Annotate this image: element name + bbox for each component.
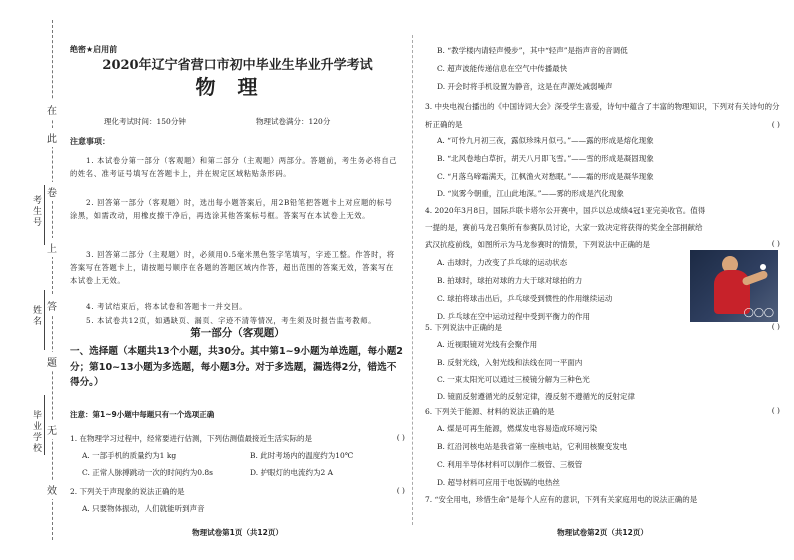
- seal-char: 题: [47, 352, 57, 371]
- answer-paren: ( ): [771, 322, 780, 331]
- secret-mark: 绝密★启用前: [70, 45, 118, 54]
- subject-title: 物理: [195, 75, 280, 99]
- candidate-number-label: 考生号: [31, 195, 41, 228]
- notice-item: 1. 本试卷分第一部分（客观题）和第二部分（主观题）两部分。答题前，考生务必将自己的姓名、准考证号填写在答题卡上，并在规定区域粘贴条形码。: [70, 156, 398, 178]
- notice-item: 4. 考试结束后，将本试卷和答题卡一并交回。: [86, 302, 248, 311]
- binding-strip: [0, 0, 58, 560]
- seal-char: 答: [47, 296, 57, 315]
- page-footer: 物理试卷第2页（共12页）: [557, 528, 648, 537]
- question-stem: 武汉抗疫前线，如图所示为马龙参赛时的情景，下列说法中正确的是: [425, 240, 650, 249]
- part-one-heading: 第一部分（客观题）: [190, 327, 285, 339]
- name-line: [44, 290, 45, 350]
- player-arm: [741, 270, 768, 286]
- question-option: A. “可怜九月初三夜，露似珍珠月似弓。”——露的形成是熔化现象: [437, 136, 654, 145]
- notice-item: 2. 回答第一部分（客观题）时，选出每小题答案后，用2B铅笔把答题卡上对应题的标号涂黑，如需改动，用橡皮擦干净后，再选涂其他答案标号框。答案写在本试卷上无效。: [70, 198, 393, 220]
- exam-title: 2020年辽宁省营口市初中毕业生毕业升学考试: [102, 58, 373, 73]
- question-option: B. 拍球时，球拍对球的力大于球对球拍的力: [437, 276, 583, 285]
- name-label: 姓名: [31, 305, 41, 327]
- answer-paren: ( ): [771, 120, 780, 129]
- question-stem: 7. “安全用电，珍惜生命”是每个人应有的意识，下列有关家庭用电的说法正确的是: [425, 495, 698, 504]
- question-option: C. 超声波能传递信息在空气中传播最快: [437, 64, 568, 73]
- question-option: C. 一束太阳光可以通过三棱镜分解为三种色光: [437, 375, 590, 384]
- page-footer: 物理试卷第1页（共12页）: [192, 528, 283, 537]
- question-option: C. “月落乌啼霜满天，江枫渔火对愁眠。”——霜的形成是凝华现象: [437, 172, 654, 181]
- seal-char: 在: [47, 100, 57, 119]
- page-divider: [412, 35, 413, 525]
- question-option: C. 正常人脉搏跳动一次的时间约为0.8s: [82, 468, 214, 477]
- answer-paren: ( ): [771, 239, 780, 248]
- seal-dashed-line: [52, 20, 53, 540]
- notice-title: 注意事项：: [70, 137, 110, 146]
- question-option: B. “北风卷地白草折，胡天八月即飞雪。”——雪的形成是凝固现象: [437, 154, 654, 163]
- seal-char: 此: [47, 128, 57, 147]
- question-option: C. 利用半导体材料可以制作二极管、三极管: [437, 460, 583, 469]
- ping-pong-ball: [760, 264, 766, 270]
- question-stem: 6. 下列关于能源、材料的说法正确的是: [425, 407, 555, 416]
- question-option: B. “教学楼内请轻声慢步”，其中“轻声”是指声音的音调低: [437, 46, 628, 55]
- question-option: A. 煤是可再生能源，燃煤发电容易造成环境污染: [437, 424, 598, 433]
- question-option: D. 超导材料可应用于电饭锅的电热丝: [437, 478, 561, 487]
- exam-page-1: [70, 0, 405, 560]
- question-option: C. 球拍将球击出后，乒乓球受到惯性的作用继续运动: [437, 294, 613, 303]
- notice-item: 5. 本试卷共12页，如遇缺页、漏页、字迹不清等情况，考生须及时报告监考教师。: [86, 316, 377, 325]
- question-option: D. 镜面反射遵循光的反射定律，漫反射不遵循光的反射定律: [437, 392, 636, 401]
- question-option: B. 红沿河核电站是我省第一座核电站，它利用核聚变发电: [437, 442, 628, 451]
- exam-page-2: [425, 0, 780, 560]
- single-choice-note: 注意：第1~9小题中每题只有一个选项正确: [70, 410, 215, 419]
- question-option: B. 此时考场内的温度约为10℃: [250, 451, 354, 460]
- seal-char: 卷: [47, 182, 57, 201]
- seal-char: 效: [47, 480, 57, 499]
- olympic-rings-icon: ◯◯◯: [743, 308, 774, 318]
- seal-char: 上: [47, 238, 57, 257]
- table-tennis-photo: [690, 250, 778, 322]
- school-line: [44, 395, 45, 455]
- question-stem: 5. 下列说法中正确的是: [425, 323, 503, 332]
- school-label: 毕业学校: [31, 410, 41, 454]
- question-stem: 3. 中央电视台播出的《中国诗词大会》深受学生喜爱，诗句中蕴含了丰富的物理知识，下列对有关诗句的分析正确的是: [425, 102, 780, 129]
- question-option: D. 护眼灯的电流约为2 A: [250, 468, 334, 477]
- candidate-number-line: [44, 185, 45, 245]
- question-option: A. 一部手机的质量约为1 kg: [82, 451, 177, 460]
- answer-paren: ( ): [396, 433, 405, 442]
- question-stem: 4. 2020年3月8日，国际乒联卡塔尔公开赛中，国乒以总成绩4冠1亚完美收官。值得: [425, 206, 706, 215]
- question-stem: 2. 下列关于声现象的说法正确的是: [70, 487, 185, 496]
- notice-item: 3. 回答第二部分（主观题）时，必须用0.5毫米黑色签字笔填写，字迹工整。作答时，将答案写在答题卡上，请按题号顺序在各题的答题区域内作答，超出范围的答案无效，答案写在本试卷上无效。: [70, 250, 395, 285]
- seal-char: 无: [47, 420, 57, 439]
- question-option: D. “岚雾今朝重，江山此地深。”——雾的形成是汽化现象: [437, 189, 624, 198]
- answer-paren: ( ): [396, 486, 405, 495]
- question-option: A. 只要物体振动，人们就能听到声音: [82, 504, 205, 513]
- exam-time: 理化考试时间：150分钟: [104, 117, 186, 126]
- question-option: A. 击球时，力改变了乒乓球的运动状态: [437, 258, 568, 267]
- section-one-heading: 一、选择题（本题共13个小题，共30分。其中第1~9小题为单选题，每小题2分；第10~13小题为多选题，每小题3分。对于多选题，漏选得2分，错选不得分。）: [70, 346, 403, 388]
- answer-paren: ( ): [771, 406, 780, 415]
- question-option: B. 反射光线，入射光线和法线在同一平面内: [437, 358, 583, 367]
- exam-score: 物理试卷满分：120分: [256, 117, 331, 126]
- question-stem: 1. 在物理学习过程中，经常要进行估测，下列估测值最接近生活实际的是: [70, 434, 313, 443]
- question-option: A. 近视眼镜对光线有会聚作用: [437, 340, 538, 349]
- question-stem: 一提的是，赛前马龙召集所有参赛队员讨论，大家一致决定将获得的奖金全部捐献给: [425, 223, 703, 232]
- question-option: D. 乒乓球在空中运动过程中受到平衡力的作用: [437, 312, 591, 321]
- question-option: D. 开会时将手机设置为静音，这是在声源处减弱噪声: [437, 82, 613, 91]
